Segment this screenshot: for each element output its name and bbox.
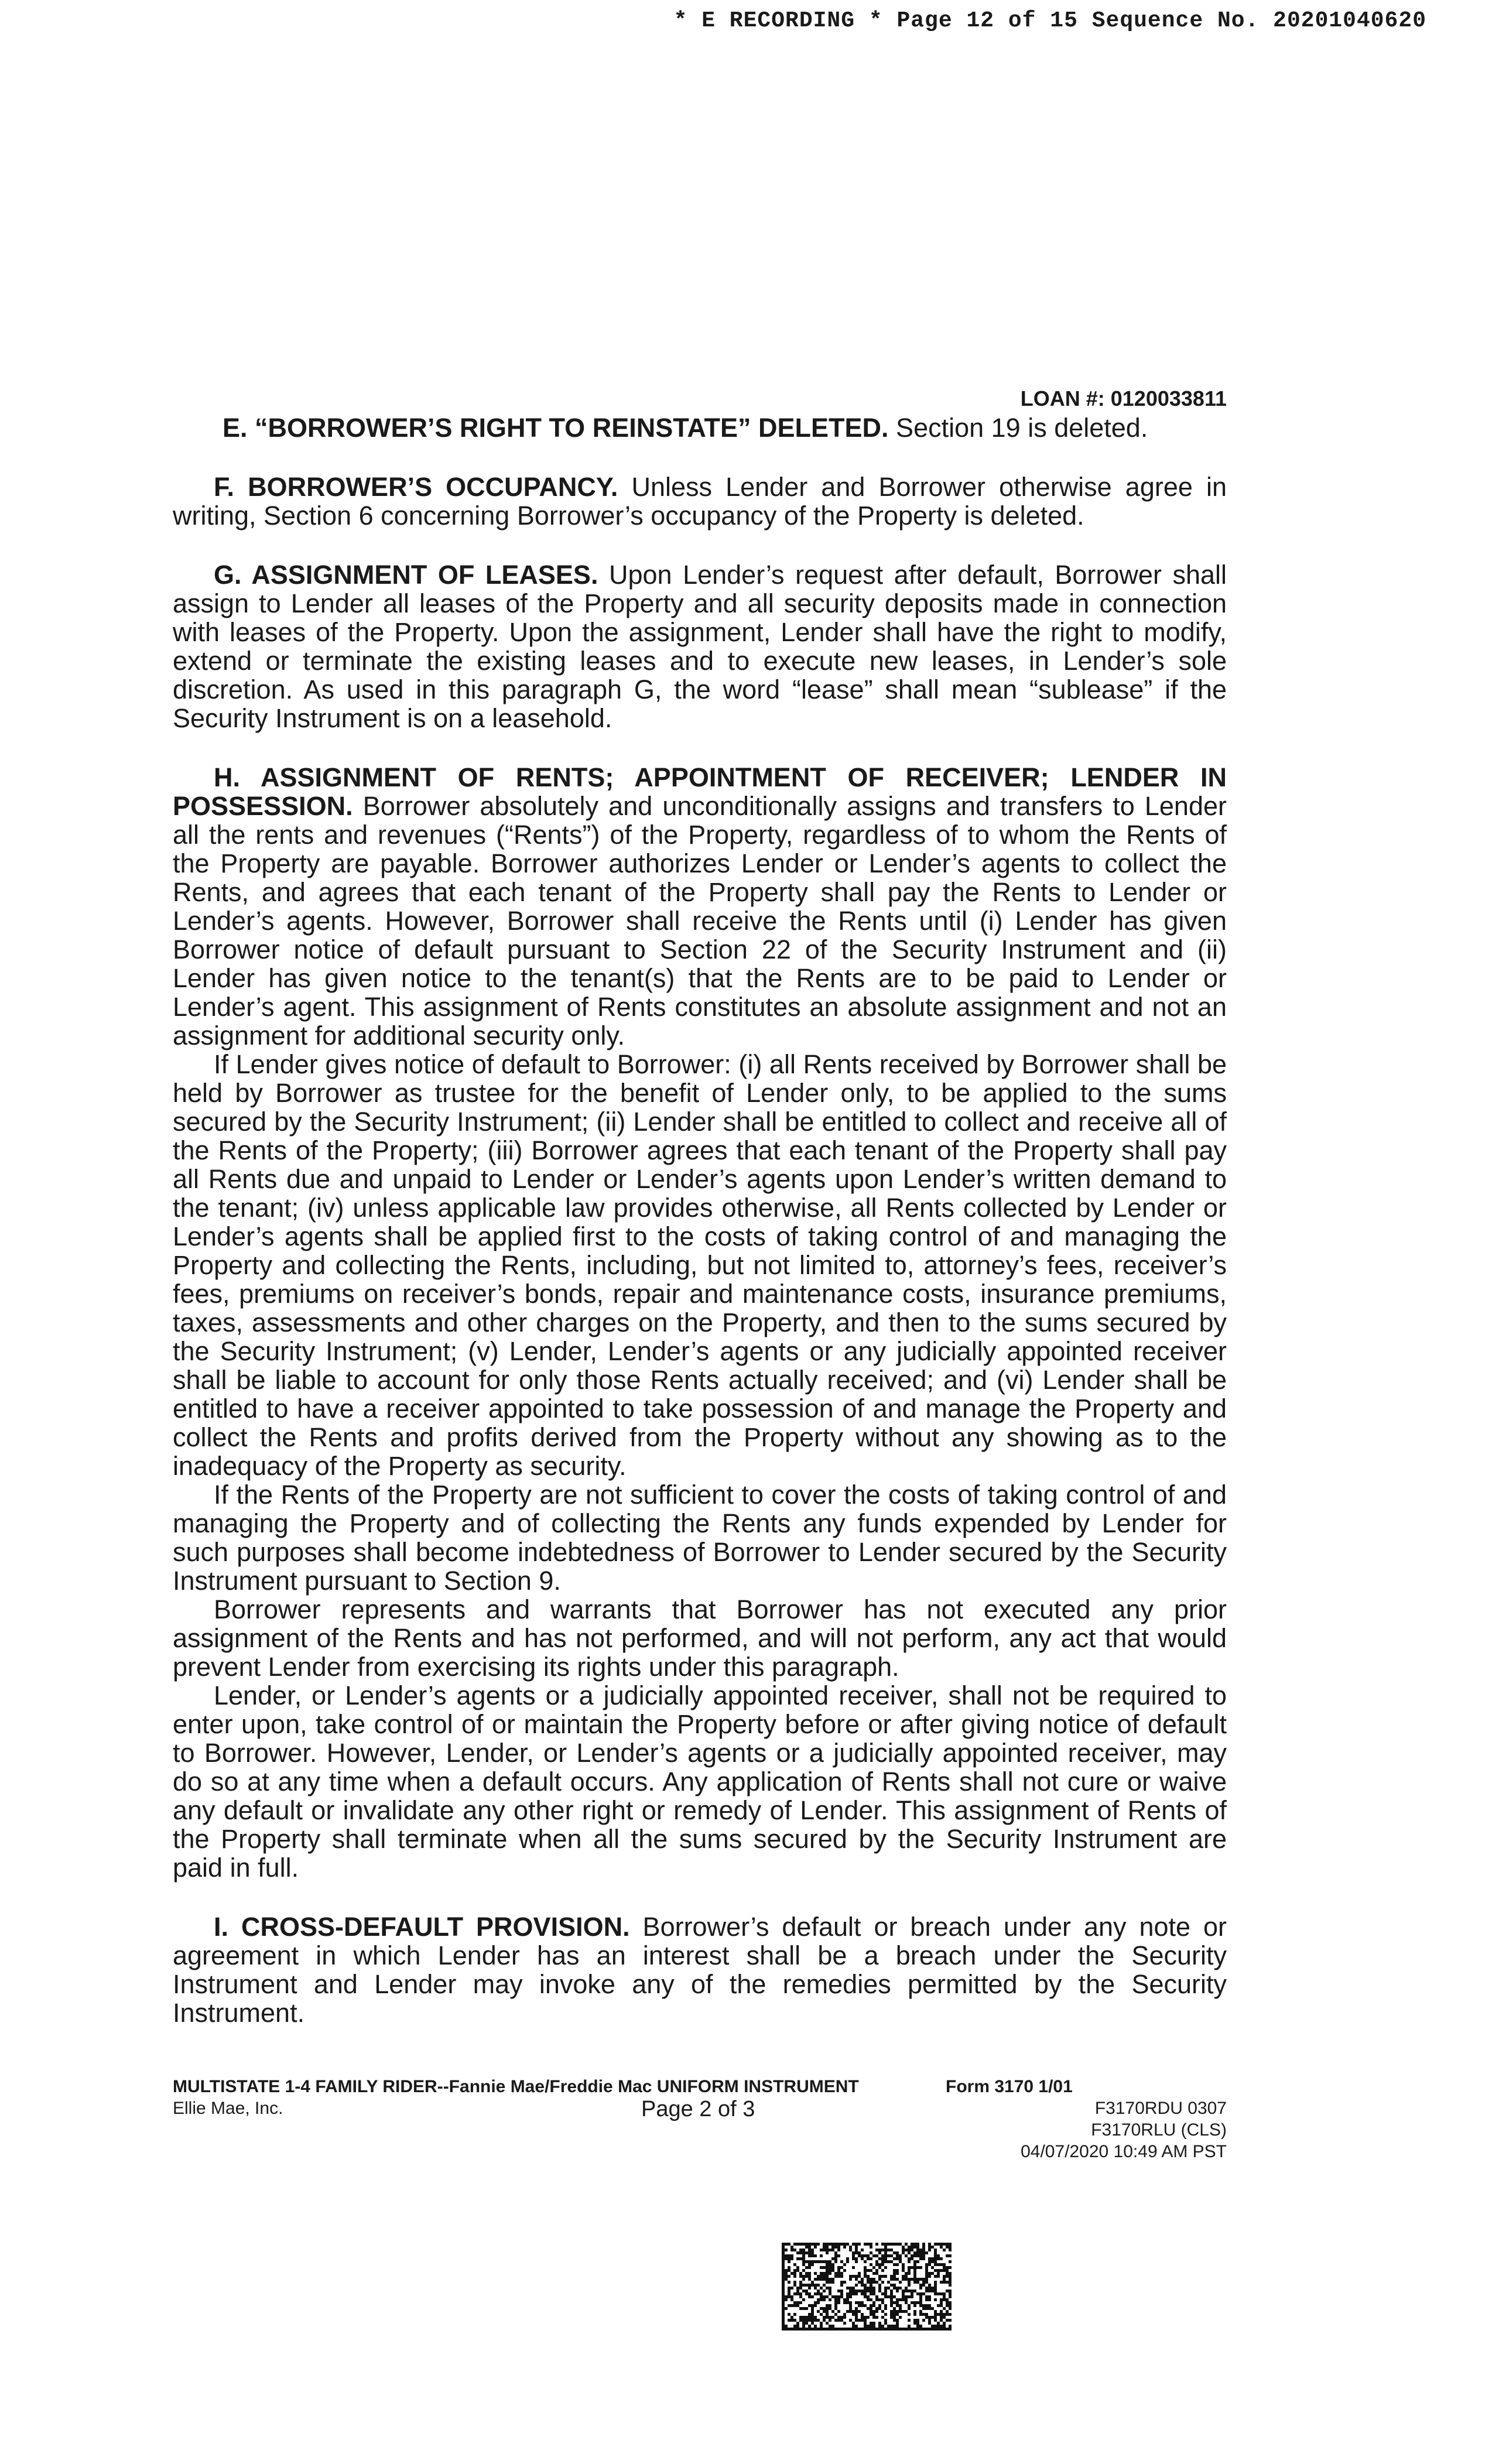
section-i xyxy=(173,1912,1227,2027)
section-i-heading: I. CROSS-DEFAULT PROVISION. xyxy=(214,1912,630,1942)
section-e xyxy=(173,413,1227,442)
footer-timestamp: 04/07/2020 10:49 AM PST xyxy=(1021,2142,1227,2161)
page-footer xyxy=(173,2076,1227,2162)
footer-form-number: Form 3170 1/01 xyxy=(946,2077,1073,2096)
footer-code-2: F3170RLU (CLS) xyxy=(1091,2120,1227,2140)
section-h-paragraph-3: If the Rents of the Property are not sufficient to cover the costs of taking control of and managing the Property and of collecting the Rents any funds expended by Lender for such purposes shall become indebtedness of Borrower to Lender secured by the Security Instrument pursuant to Section 9. xyxy=(173,1480,1227,1596)
section-g-heading: G. ASSIGNMENT OF LEASES. xyxy=(214,560,598,590)
footer-company: Ellie Mae, Inc. xyxy=(173,2099,283,2118)
section-h xyxy=(173,763,1227,1882)
document-body xyxy=(173,386,1227,2058)
section-h-paragraph-2: If Lender gives notice of default to Borrower: (i) all Rents received by Borrower shall be held by Borrower as trustee for the benefit of Lender only, to be applied to the sums secured by the Security Instrument; (ii) Lender shall be entitled to collect and receive all of the Rents of the Property; (iii) Borrower agrees that each tenant of the Property shall pay all Rents due and unpaid to Lender or Lender’s agents upon Lender’s written demand to the tenant; (iv) unless applicable law provides otherwise, all Rents collected by Lender or Lender’s agents shall be applied first to the costs of taking control of and managing the Property and collecting the Rents, including, but not limited to, attorney’s fees, receiver’s fees, premiums on receiver’s bonds, repair and maintenance costs, insurance premiums, taxes, assessments and other charges on the Property, and then to the sums secured by the Security Instrument; (v) Lender, Lender’s agents or any judicially appointed receiver shall be liable to account for only those Rents actually received; and (vi) Lender shall be entitled to have a receiver appointed to take possession of and manage the Property and collect the Rents and profits derived from the Property without any showing as to the inadequacy of the Property as security. xyxy=(173,1049,1227,1481)
section-e-text: Section 19 is deleted. xyxy=(888,413,1148,443)
section-e-heading: E. “BORROWER’S RIGHT TO REINSTATE” DELETED. xyxy=(223,413,889,443)
section-i-text: Borrower’s default or breach under any note or agreement in which Lender has an interest shall be a breach under the Security Instrument and Lender may invoke any of the remedies permitted by the Security Instrument. xyxy=(173,1912,1227,2028)
footer-form-title: MULTISTATE 1-4 FAMILY RIDER--Fannie Mae/Freddie Mac UNIFORM INSTRUMENT xyxy=(173,2077,859,2096)
section-f xyxy=(173,473,1227,530)
footer-page-number: Page 2 of 3 xyxy=(641,2097,755,2121)
section-h-paragraph-5: Lender, or Lender’s agents or a judicially appointed receiver, shall not be required to enter upon, take control of or maintain the Property before or after giving notice of default to Borrower. However, Lender, or Lender’s agents or a judicially appointed receiver, may do so at any time when a default occurs. Any application of Rents shall not cure or waive any default or invalidate any other right or remedy of Lender. This assignment of Rents of the Property shall terminate when all the sums secured by the Security Instrument are paid in full. xyxy=(173,1681,1227,1883)
section-g-text: Upon Lender’s request after default, Borrower shall assign to Lender all leases of the Property and all security deposits made in connection with leases of the Property. Upon the assignment, Lender shall have the right to modify, extend or terminate the existing leases and to execute new leases, in Lender’s sole discretion. As used in this paragraph G, the word “lease” shall mean “sublease” if the Security Instrument is on a leasehold. xyxy=(173,560,1227,733)
section-h-text: Borrower absolutely and unconditionally assigns and transfers to Lender all the rents and revenues (“Rents”) of the Property, regardless of to whom the Rents of the Property are payable. Borrower authorizes Lender or Lender’s agents to collect the Rents, and agrees that each tenant of the Property shall pay the Rents to Lender or Lender’s agents. However, Borrower shall receive the Rents until (i) Lender has given Borrower notice of default pursuant to Section 22 of the Security Instrument and (ii) Lender has given notice to the tenant(s) that the Rents are to be paid to Lender or Lender’s agent. This assignment of Rents constitutes an absolute assignment and not an assignment for additional security only. xyxy=(173,791,1227,1050)
section-g xyxy=(173,560,1227,733)
loan-number: LOAN #: 0120033811 xyxy=(1020,386,1227,410)
section-f-heading: F. BORROWER’S OCCUPANCY. xyxy=(214,472,618,502)
section-f-text: Unless Lender and Borrower otherwise agree in writing, Section 6 concerning Borrower’s occupancy of the Property is deleted. xyxy=(173,472,1227,531)
section-h-paragraph-4: Borrower represents and warrants that Borrower has not executed any prior assignment of the Rents and has not performed, and will not perform, any act that would prevent Lender from exercising its rights under this paragraph. xyxy=(173,1594,1227,1682)
section-h-heading: H. ASSIGNMENT OF RENTS; APPOINTMENT OF RECEIVER; LENDER IN POSSESSION. xyxy=(173,762,1227,821)
recording-header: * E RECORDING * Page 12 of 15 Sequence No. 20201040620 xyxy=(673,8,1426,33)
footer-code-1: F3170RDU 0307 xyxy=(1094,2099,1227,2118)
barcode-icon xyxy=(782,2243,952,2330)
